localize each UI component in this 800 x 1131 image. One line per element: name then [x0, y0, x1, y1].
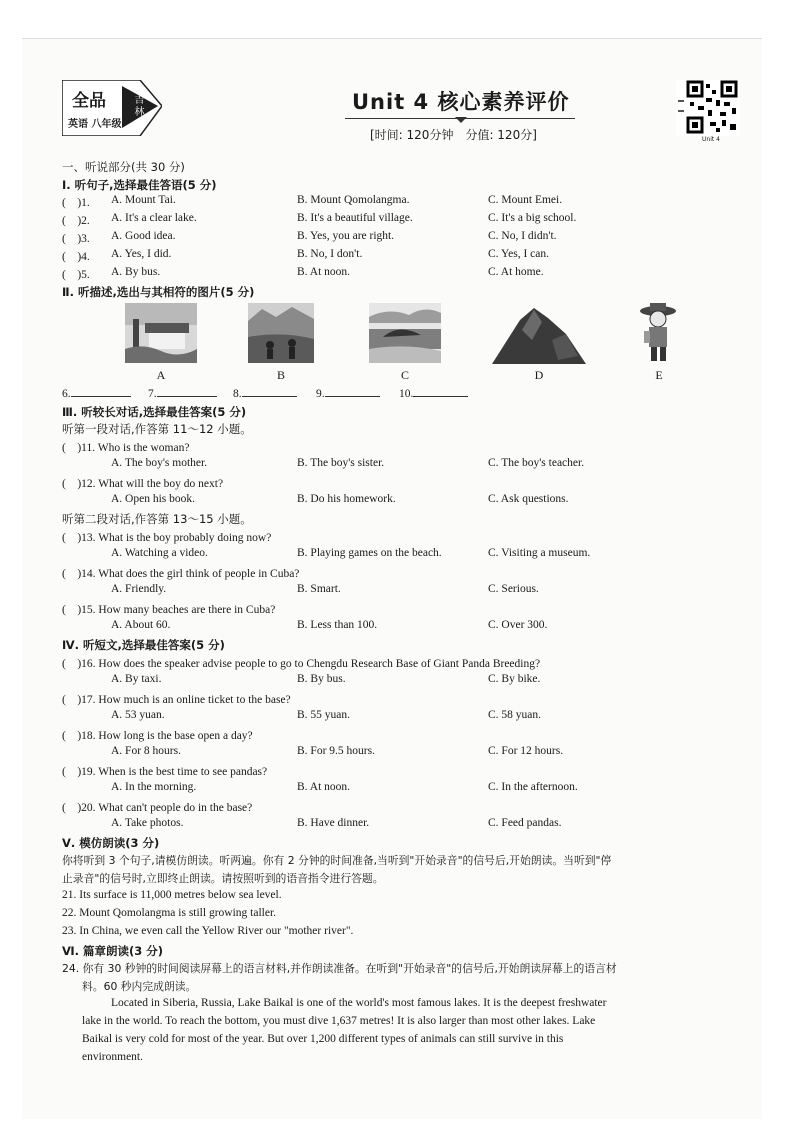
q1-a: A. Mount Tai. — [111, 194, 176, 206]
sentence-23: 23. In China, we even call the Yellow River our "mother river". — [62, 925, 354, 937]
answer-blank-6[interactable]: 6. — [62, 386, 131, 400]
q13-c: C. Visiting a museum. — [488, 547, 591, 559]
exam-meta: [时间: 120分钟 分值: 120分] — [370, 128, 537, 142]
passage-line-1: Located in Siberia, Russia, Lake Baikal is one of the world's most famous lakes. It is the deepest freshwater — [111, 997, 607, 1009]
q18-a: A. For 8 hours. — [111, 745, 181, 757]
q5-b: B. At noon. — [297, 266, 351, 278]
q15-stem: ( )15. How many beaches are there in Cuba? — [62, 604, 276, 616]
q13-a: A. Watching a video. — [111, 547, 208, 559]
q2-num: ( )2. — [62, 215, 90, 227]
q18-b: B. For 9.5 hours. — [297, 745, 375, 757]
q12-stem: ( )12. What will the boy do next? — [62, 478, 224, 490]
picture-label-d: D — [534, 368, 544, 382]
q11-c: C. The boy's teacher. — [488, 457, 585, 469]
picture-e-traveler — [638, 301, 678, 365]
q16-stem: ( )16. How does the speaker advise people to go to Chengdu Research Base of Giant Panda Breeding? — [62, 658, 541, 670]
q11-a: A. The boy's mother. — [111, 457, 208, 469]
q20-a: A. Take photos. — [111, 817, 184, 829]
q4-b: B. No, I don't. — [297, 248, 363, 260]
brand-sub: 英语 八年级 — [68, 119, 122, 130]
q14-stem: ( )14. What does the girl think of people in Cuba? — [62, 568, 300, 580]
qr-label: Unit 4 — [702, 136, 720, 143]
q1-num: ( )1. — [62, 197, 90, 209]
part5-instruction-line2: 止录音"的信号时,立即终止朗读。请按照听到的语音指令进行答题。 — [62, 872, 384, 885]
q15-c: C. Over 300. — [488, 619, 548, 631]
part4-title: Ⅳ. 听短文,选择最佳答案(5 分) — [62, 638, 225, 652]
passage-line-4: environment. — [82, 1051, 143, 1063]
picture-label-b: B — [276, 368, 285, 382]
q20-b: B. Have dinner. — [297, 817, 370, 829]
answer-blank-7[interactable]: 7. — [148, 386, 217, 400]
q19-stem: ( )19. When is the best time to see pandas? — [62, 766, 268, 778]
q12-a: A. Open his book. — [111, 493, 196, 505]
q5-a: A. By bus. — [111, 266, 161, 278]
q5-c: C. At home. — [488, 266, 544, 278]
q18-c: C. For 12 hours. — [488, 745, 564, 757]
q1-b: B. Mount Qomolangma. — [297, 194, 410, 206]
q11-b: B. The boy's sister. — [297, 457, 385, 469]
q4-num: ( )4. — [62, 251, 90, 263]
part3-title: Ⅲ. 听较长对话,选择最佳答案(5 分) — [62, 405, 247, 419]
q15-a: A. About 60. — [111, 619, 171, 631]
q2-a: A. It's a clear lake. — [111, 212, 197, 224]
q20-stem: ( )20. What can't people do in the base? — [62, 802, 253, 814]
picture-d-mountain — [492, 300, 586, 364]
part6-instruction-line2: 料。60 秒内完成朗读。 — [82, 980, 197, 993]
picture-label-e: E — [655, 368, 663, 382]
sentence-22: 22. Mount Qomolangma is still growing taller. — [62, 907, 277, 919]
q12-c: C. Ask questions. — [488, 493, 569, 505]
q19-c: C. In the afternoon. — [488, 781, 578, 793]
brand-logo — [62, 80, 162, 136]
q13-stem: ( )13. What is the boy probably doing now? — [62, 532, 272, 544]
q16-b: B. By bus. — [297, 673, 346, 685]
q4-c: C. Yes, I can. — [488, 248, 550, 260]
q18-stem: ( )18. How long is the base open a day? — [62, 730, 253, 742]
q3-c: C. No, I didn't. — [488, 230, 557, 242]
dialogue2-instruction: 听第二段对话,作答第 13～15 小题。 — [62, 512, 252, 526]
q12-b: B. Do his homework. — [297, 493, 396, 505]
q14-b: B. Smart. — [297, 583, 341, 595]
passage-line-2: lake in the world. To reach the bottom, you must dive 1,637 metres! It is also larger than most other lakes. Lake — [82, 1015, 596, 1027]
dialogue1-instruction: 听第一段对话,作答第 11～12 小题。 — [62, 422, 252, 436]
answer-blank-8[interactable]: 8. — [233, 386, 297, 400]
q1-c: C. Mount Emei. — [488, 194, 563, 206]
picture-b-river-people — [248, 303, 314, 363]
q19-a: A. In the morning. — [111, 781, 197, 793]
q17-stem: ( )17. How much is an online ticket to the base? — [62, 694, 291, 706]
part6-title: Ⅵ. 篇章朗读(3 分) — [62, 944, 164, 958]
q11-stem: ( )11. Who is the woman? — [62, 442, 190, 454]
q17-c: C. 58 yuan. — [488, 709, 542, 721]
q2-b: B. It's a beautiful village. — [297, 212, 413, 224]
q15-b: B. Less than 100. — [297, 619, 378, 631]
sentence-21: 21. Its surface is 11,000 metres below sea level. — [62, 889, 282, 901]
q5-num: ( )5. — [62, 269, 90, 281]
q4-a: A. Yes, I did. — [111, 248, 172, 260]
q17-b: B. 55 yuan. — [297, 709, 351, 721]
section-title: 一、听说部分(共 30 分) — [62, 160, 185, 174]
picture-c-island — [369, 303, 441, 363]
q16-a: A. By taxi. — [111, 673, 162, 685]
passage-line-3: Baikal is very cold for most of the year. But over 1,200 different types of animals can still survive in this — [82, 1033, 564, 1045]
page-title: Unit 4 核心素养评价 — [352, 90, 570, 114]
part1-title: Ⅰ. 听句子,选择最佳答语(5 分) — [62, 178, 217, 192]
q14-c: C. Serious. — [488, 583, 539, 595]
picture-label-a: A — [156, 368, 166, 382]
q14-a: A. Friendly. — [111, 583, 167, 595]
brand-badge-text: 吉林 — [132, 94, 143, 118]
q13-b: B. Playing games on the beach. — [297, 547, 442, 559]
picture-a-waterfall — [125, 303, 197, 363]
q17-a: A. 53 yuan. — [111, 709, 165, 721]
part5-title: Ⅴ. 模仿朗读(3 分) — [62, 836, 160, 850]
answer-blank-10[interactable]: 10. — [399, 386, 468, 400]
answer-blank-9[interactable]: 9. — [316, 386, 380, 400]
q16-c: C. By bike. — [488, 673, 541, 685]
q3-a: A. Good idea. — [111, 230, 176, 242]
q19-b: B. At noon. — [297, 781, 351, 793]
title-rule-notch — [455, 117, 467, 123]
q3-num: ( )3. — [62, 233, 90, 245]
q20-c: C. Feed pandas. — [488, 817, 562, 829]
qr-code-icon[interactable] — [676, 80, 740, 144]
part5-instruction-line1: 你将听到 3 个句子,请模仿朗读。听两遍。你有 2 分钟的时间准备,当听到"开始录音"的信号后,开始朗读。当听到"停 — [62, 854, 612, 867]
part6-instruction-line1: 24. 你有 30 秒钟的时间阅读屏幕上的语言材料,并作朗读准备。在听到"开始录音"的信号后,开始朗读屏幕上的语言材 — [62, 962, 617, 975]
picture-label-c: C — [400, 368, 409, 382]
brand-top: 全品 — [72, 91, 106, 111]
q2-c: C. It's a big school. — [488, 212, 577, 224]
q3-b: B. Yes, you are right. — [297, 230, 395, 242]
part2-title: Ⅱ. 听描述,选出与其相符的图片(5 分) — [62, 285, 255, 299]
